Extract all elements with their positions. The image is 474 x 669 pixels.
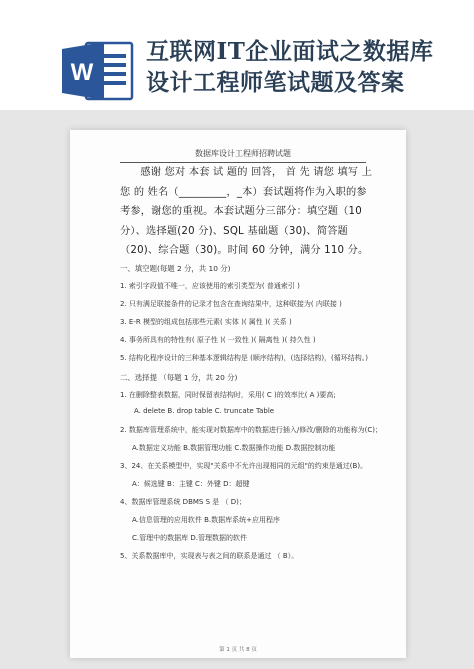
- answer-options: A：候选键 B：主键 C：外键 D：超键: [132, 480, 250, 488]
- banner-title: [146, 36, 466, 98]
- section-heading-fill-in: 一、填空题(每题 2 分，共 10 分): [120, 264, 231, 273]
- question-line: 5. 结构化程序设计的三种基本逻辑结构是 (顺序结构)，(选择结构)，(循环结构。): [120, 354, 369, 362]
- question-line: 2. 只有满足联接条件的记录才包含在查询结果中，这种联接为( 内联接 ): [120, 300, 342, 308]
- question-line: 3、24、在关系模型中，实现"关系中不允许出现相同的元组"的约束是通过(B)。: [120, 462, 368, 470]
- page-footer: 第 1 页 共 8 页: [219, 647, 257, 653]
- banner-title-line-2: 设计工程师笔试题及答案: [146, 69, 405, 96]
- answer-options: A.数据定义功能 B.数据管理功能 C.数据操作功能 D.数据控制功能: [132, 444, 336, 452]
- answer-options: A.信息管理的应用软件 B.数据库系统+应用程序: [132, 516, 281, 524]
- document-page: [70, 130, 406, 658]
- answer-options: A. delete B. drop table C. truncate Table: [134, 407, 275, 415]
- question-line: 2. 数据库管理系统中，能实现对数据库中的数据进行插入/修改/删除的功能称为(C)；: [120, 426, 382, 434]
- answer-options: C.管理中的数据库 D.管理数据的软件: [132, 534, 247, 542]
- document-header: 数据库设计工程师招聘试题: [120, 148, 366, 163]
- banner-title-line-1: 互联网IT企业面试之数据库: [146, 38, 434, 65]
- question-line: 1. 索引字段值不唯一，应该使用的索引类型为( 普通索引 ): [120, 282, 300, 290]
- title-banner: [0, 0, 474, 125]
- question-line: 1. 在删除整表数据，同时保留表结构时，采用( C )的效率比( A )要高;: [120, 391, 336, 399]
- section-heading-choice: 二、选择提 （每题 1 分，共 20 分): [120, 373, 238, 382]
- question-line: 3. E-R 模型的组成包括那些元素( 实体 )( 属性 )( 关系 ): [120, 318, 292, 326]
- word-document-icon: [60, 40, 136, 102]
- question-line: 4. 事务所具有的特性有( 原子性 )( 一致性 )( 隔离性 )( 持久性 ): [120, 336, 316, 344]
- question-line: 4、数据库管理系统 DBMS S 是 （ D)；: [120, 498, 246, 506]
- question-line: 5、关系数据库中，实现表与表之间的联系是通过 （ B）。: [120, 552, 299, 560]
- word-logo-letter: W: [70, 59, 94, 86]
- intro-paragraph: 感谢 您对 本套 试 题的 回答， 首 先 请您 填写 上您 的 姓名（_________，_本）套试题将作为入职的参考参，谢您的重视。本套试题分三部分：填空题（10 分）、选择题(20 分)、SQL 基础题（30)、简答题（20)、综合题（30)。时间 60 分钟，满分 110 分。: [120, 167, 373, 256]
